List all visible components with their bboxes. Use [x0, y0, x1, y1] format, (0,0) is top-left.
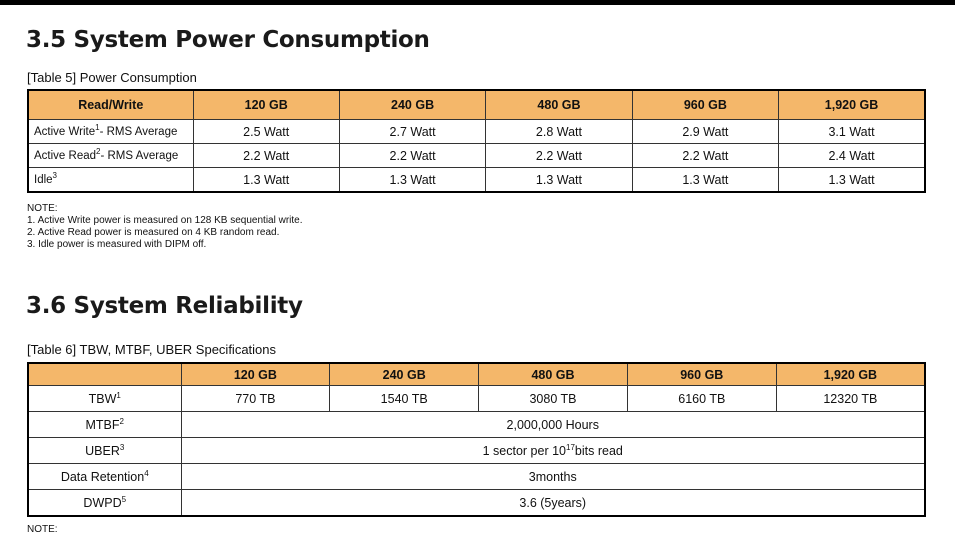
table-cell: 2.7 Watt [339, 120, 485, 144]
table-cell: 2.4 Watt [779, 144, 925, 168]
section-title-power: 3.5 System Power Consumption [26, 27, 430, 53]
table-cell: 12320 TB [776, 386, 925, 412]
header-cell: 1,920 GB [779, 90, 925, 120]
table-cell: 2.2 Watt [486, 144, 632, 168]
header-cell: 120 GB [181, 363, 330, 386]
row-label: Data Retention$^4$ [28, 464, 181, 490]
table-row [28, 386, 925, 412]
table-cell: 2.9 Watt [632, 120, 778, 144]
section-title-reliability: 3.6 System Reliability [26, 293, 303, 319]
table-row [28, 144, 925, 168]
table-cell: 2.2 Watt [339, 144, 485, 168]
table-cell: 2.2 Watt [632, 144, 778, 168]
table-cell: 3.1 Watt [779, 120, 925, 144]
table-row [28, 120, 925, 144]
table-cell: 1.3 Watt [486, 168, 632, 193]
header-cell: Read/Write [28, 90, 193, 120]
top-rule [0, 0, 955, 5]
table-row [28, 490, 925, 517]
table-row [28, 438, 925, 464]
table-cell: 3.6 (5years) [181, 490, 925, 517]
table-cell: 1.3 Watt [193, 168, 339, 193]
header-cell: 120 GB [193, 90, 339, 120]
header-cell: 1,920 GB [776, 363, 925, 386]
table-cell: 1 sector per $10^{17}bits$ read [181, 438, 925, 464]
power-consumption-table [27, 89, 926, 193]
table-header-row [28, 363, 925, 386]
header-cell: 240 GB [339, 90, 485, 120]
row-label: Active Read$^2$- RMS Average [28, 144, 193, 168]
header-cell: 240 GB [330, 363, 479, 386]
table-cell: 2.5 Watt [193, 120, 339, 144]
row-label: Active Write$^1$- RMS Average [28, 120, 193, 144]
table-cell: 1540 TB [330, 386, 479, 412]
table-cell: 2,000,000 Hours [181, 412, 925, 438]
reliability-note-heading: NOTE: [27, 524, 58, 535]
header-cell: 960 GB [627, 363, 776, 386]
table-cell: 1.3 Watt [632, 168, 778, 193]
row-label: Idle$^3$ [28, 168, 193, 193]
table-header-row [28, 90, 925, 120]
table6-caption: [Table 6] TBW, MTBF, UBER Specifications [27, 342, 277, 357]
header-cell: 480 GB [479, 363, 628, 386]
note-heading: NOTE: [27, 203, 58, 214]
note-line: 1. Active Write power is measured on 128 KB sequential write. [27, 215, 303, 226]
reliability-table [27, 362, 926, 517]
table-row [28, 464, 925, 490]
row-label: MTBF$^2$ [28, 412, 181, 438]
table-cell: 3080 TB [479, 386, 628, 412]
power-notes [27, 203, 303, 251]
header-cell: 480 GB [486, 90, 632, 120]
table-cell: 1.3 Watt [339, 168, 485, 193]
table-cell: 2.8 Watt [486, 120, 632, 144]
row-label: DWPD$^5$ [28, 490, 181, 517]
table-cell: 3months [181, 464, 925, 490]
table-row [28, 412, 925, 438]
table-cell: 2.2 Watt [193, 144, 339, 168]
row-label: TBW$^1$ [28, 386, 181, 412]
header-cell [28, 363, 181, 386]
table-cell: 6160 TB [627, 386, 776, 412]
table-cell: 1.3 Watt [779, 168, 925, 193]
row-label: UBER$^3$ [28, 438, 181, 464]
table5-caption: [Table 5] Power Consumption [27, 70, 197, 85]
table-row [28, 168, 925, 193]
note-line: 2. Active Read power is measured on 4 KB random read. [27, 227, 280, 238]
table-cell: 770 TB [181, 386, 330, 412]
note-line: 3. Idle power is measured with DIPM off. [27, 239, 207, 250]
header-cell: 960 GB [632, 90, 778, 120]
